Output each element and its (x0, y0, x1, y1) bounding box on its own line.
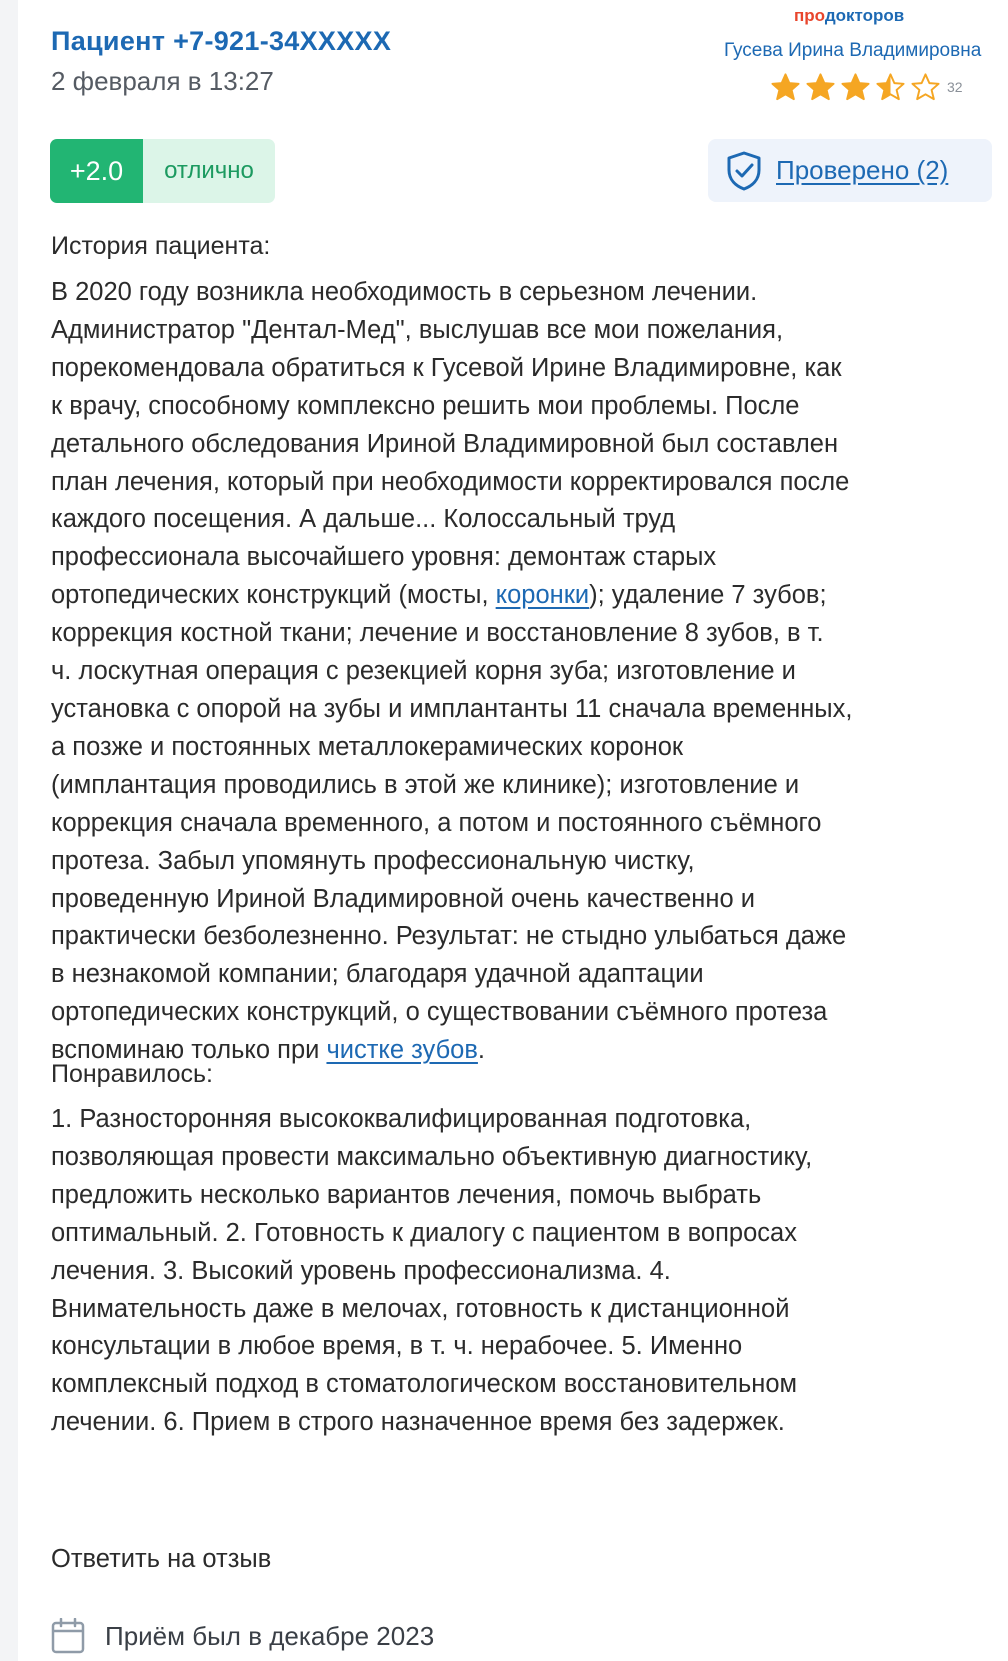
text-fragment: ); удаление 7 зубов; (589, 581, 827, 610)
doctor-name[interactable]: Гусева Ирина Владимировна (724, 40, 982, 61)
star-icon (770, 72, 801, 103)
brand-logo-rest: докторов (824, 6, 905, 25)
inline-link[interactable]: чистке зубов (326, 1036, 478, 1065)
text-line: ч. лоскутная операция с резекцией корня зуба; изготовление и (51, 657, 796, 686)
star-icon (805, 72, 836, 103)
calendar-icon (51, 1618, 85, 1654)
text-line: установка с опорой на зубы и имплантанты 11 сначала временных, (51, 694, 853, 723)
text-line: в незнакомой компании; благодаря удачной адаптации (51, 960, 704, 989)
review-card (18, 0, 1008, 1661)
visit-date (51, 1616, 434, 1656)
score-value: +2.0 (50, 139, 143, 203)
visit-label: Приём был в декабре 2023 (105, 1620, 435, 1651)
review-author[interactable]: Пациент +7-921-34XXXXX (51, 26, 392, 56)
text-line: практически безболезненно. Результат: не стыдно улыбаться даже (51, 922, 847, 951)
text-line: В 2020 году возникла необходимость в серьезном лечении. (51, 278, 758, 306)
history-title: История пациента: (51, 232, 271, 260)
shield-check-icon (726, 151, 762, 191)
text-line: оптимальный. 2. Готовность к диалогу с пациентом в вопросах (51, 1218, 797, 1247)
text-line: (имплантация проводились в этой же клинике); изготовление и (51, 770, 800, 799)
score-label: отлично (143, 139, 275, 203)
text-fragment: . (477, 1036, 486, 1065)
text-line: 1. Разносторонняя высококвалифицированная подготовка, (51, 1105, 752, 1133)
liked-title: Понравилось: (51, 1060, 213, 1088)
text-fragment: ортопедических конструкций (мосты, (51, 581, 496, 610)
verified-button[interactable] (708, 139, 992, 202)
review-date: 2 февраля в 13:27 (51, 66, 274, 96)
text-line: порекомендовала обратиться к Гусевой Ирине Владимировне, как (51, 353, 842, 382)
brand-logo-pro: про (794, 6, 825, 25)
liked-text (51, 1101, 1008, 1442)
reply-button[interactable]: Ответить на отзыв (51, 1545, 272, 1573)
text-line: Администратор "Дентал-Мед", выслушав все мои пожелания, (51, 315, 784, 344)
text-line (51, 577, 1008, 615)
text-line: лечении. 6. Прием в строго назначенное время без задержек. (51, 1408, 785, 1437)
text-line: профессионала высочайшего уровня: демонтаж старых (51, 543, 717, 572)
star-icon (875, 72, 906, 103)
text-line: Внимательность даже в мелочах, готовность к дистанционной (51, 1294, 790, 1323)
text-line: консультации в любое время, в т. ч. нерабочее. 5. Именно (51, 1332, 743, 1361)
text-line: каждого посещения. А дальше... Колоссальный труд (51, 505, 676, 534)
star-icon (840, 72, 871, 103)
text-line: комплексный подход в стоматологическом восстановительном (51, 1370, 798, 1399)
verified-label[interactable]: Проверено (2) (776, 155, 949, 185)
text-line: ортопедических конструкций, о существовании съёмного протеза (51, 998, 828, 1027)
star-icon (910, 72, 941, 103)
text-line: к врачу, способному комплексно решить мои проблемы. После (51, 391, 800, 420)
text-line: план лечения, который при необходимости корректировался после (51, 467, 850, 496)
review-score-badge (50, 139, 275, 203)
text-fragment: вспоминаю только при (51, 1036, 327, 1065)
inline-link[interactable]: коронки (495, 581, 590, 610)
text-line: протеза. Забыл упомянуть профессиональную чистку, (51, 846, 695, 875)
text-line: проведенную Ириной Владимировной очень качественно и (51, 884, 755, 913)
text-line: коррекция костной ткани; лечение и восстановление 8 зубов, в т. (51, 619, 824, 648)
text-line: лечения. 3. Высокий уровень профессионализма. 4. (51, 1256, 671, 1285)
history-text (51, 274, 1008, 1070)
text-line: коррекция сначала временного, а потом и постоянного съёмного (51, 808, 822, 837)
brand-logo[interactable] (794, 6, 904, 26)
rating-count: 32 (947, 79, 963, 95)
text-line: предложить несколько вариантов лечения, помочь выбрать (51, 1180, 762, 1209)
text-line: позволяющая провести максимально объективную диагностику, (51, 1142, 813, 1171)
doctor-rating-stars (770, 70, 963, 104)
text-line: а позже и постоянных металлокерамических коронок (51, 732, 684, 761)
text-line: детального обследования Ириной Владимировной был составлен (51, 429, 839, 458)
